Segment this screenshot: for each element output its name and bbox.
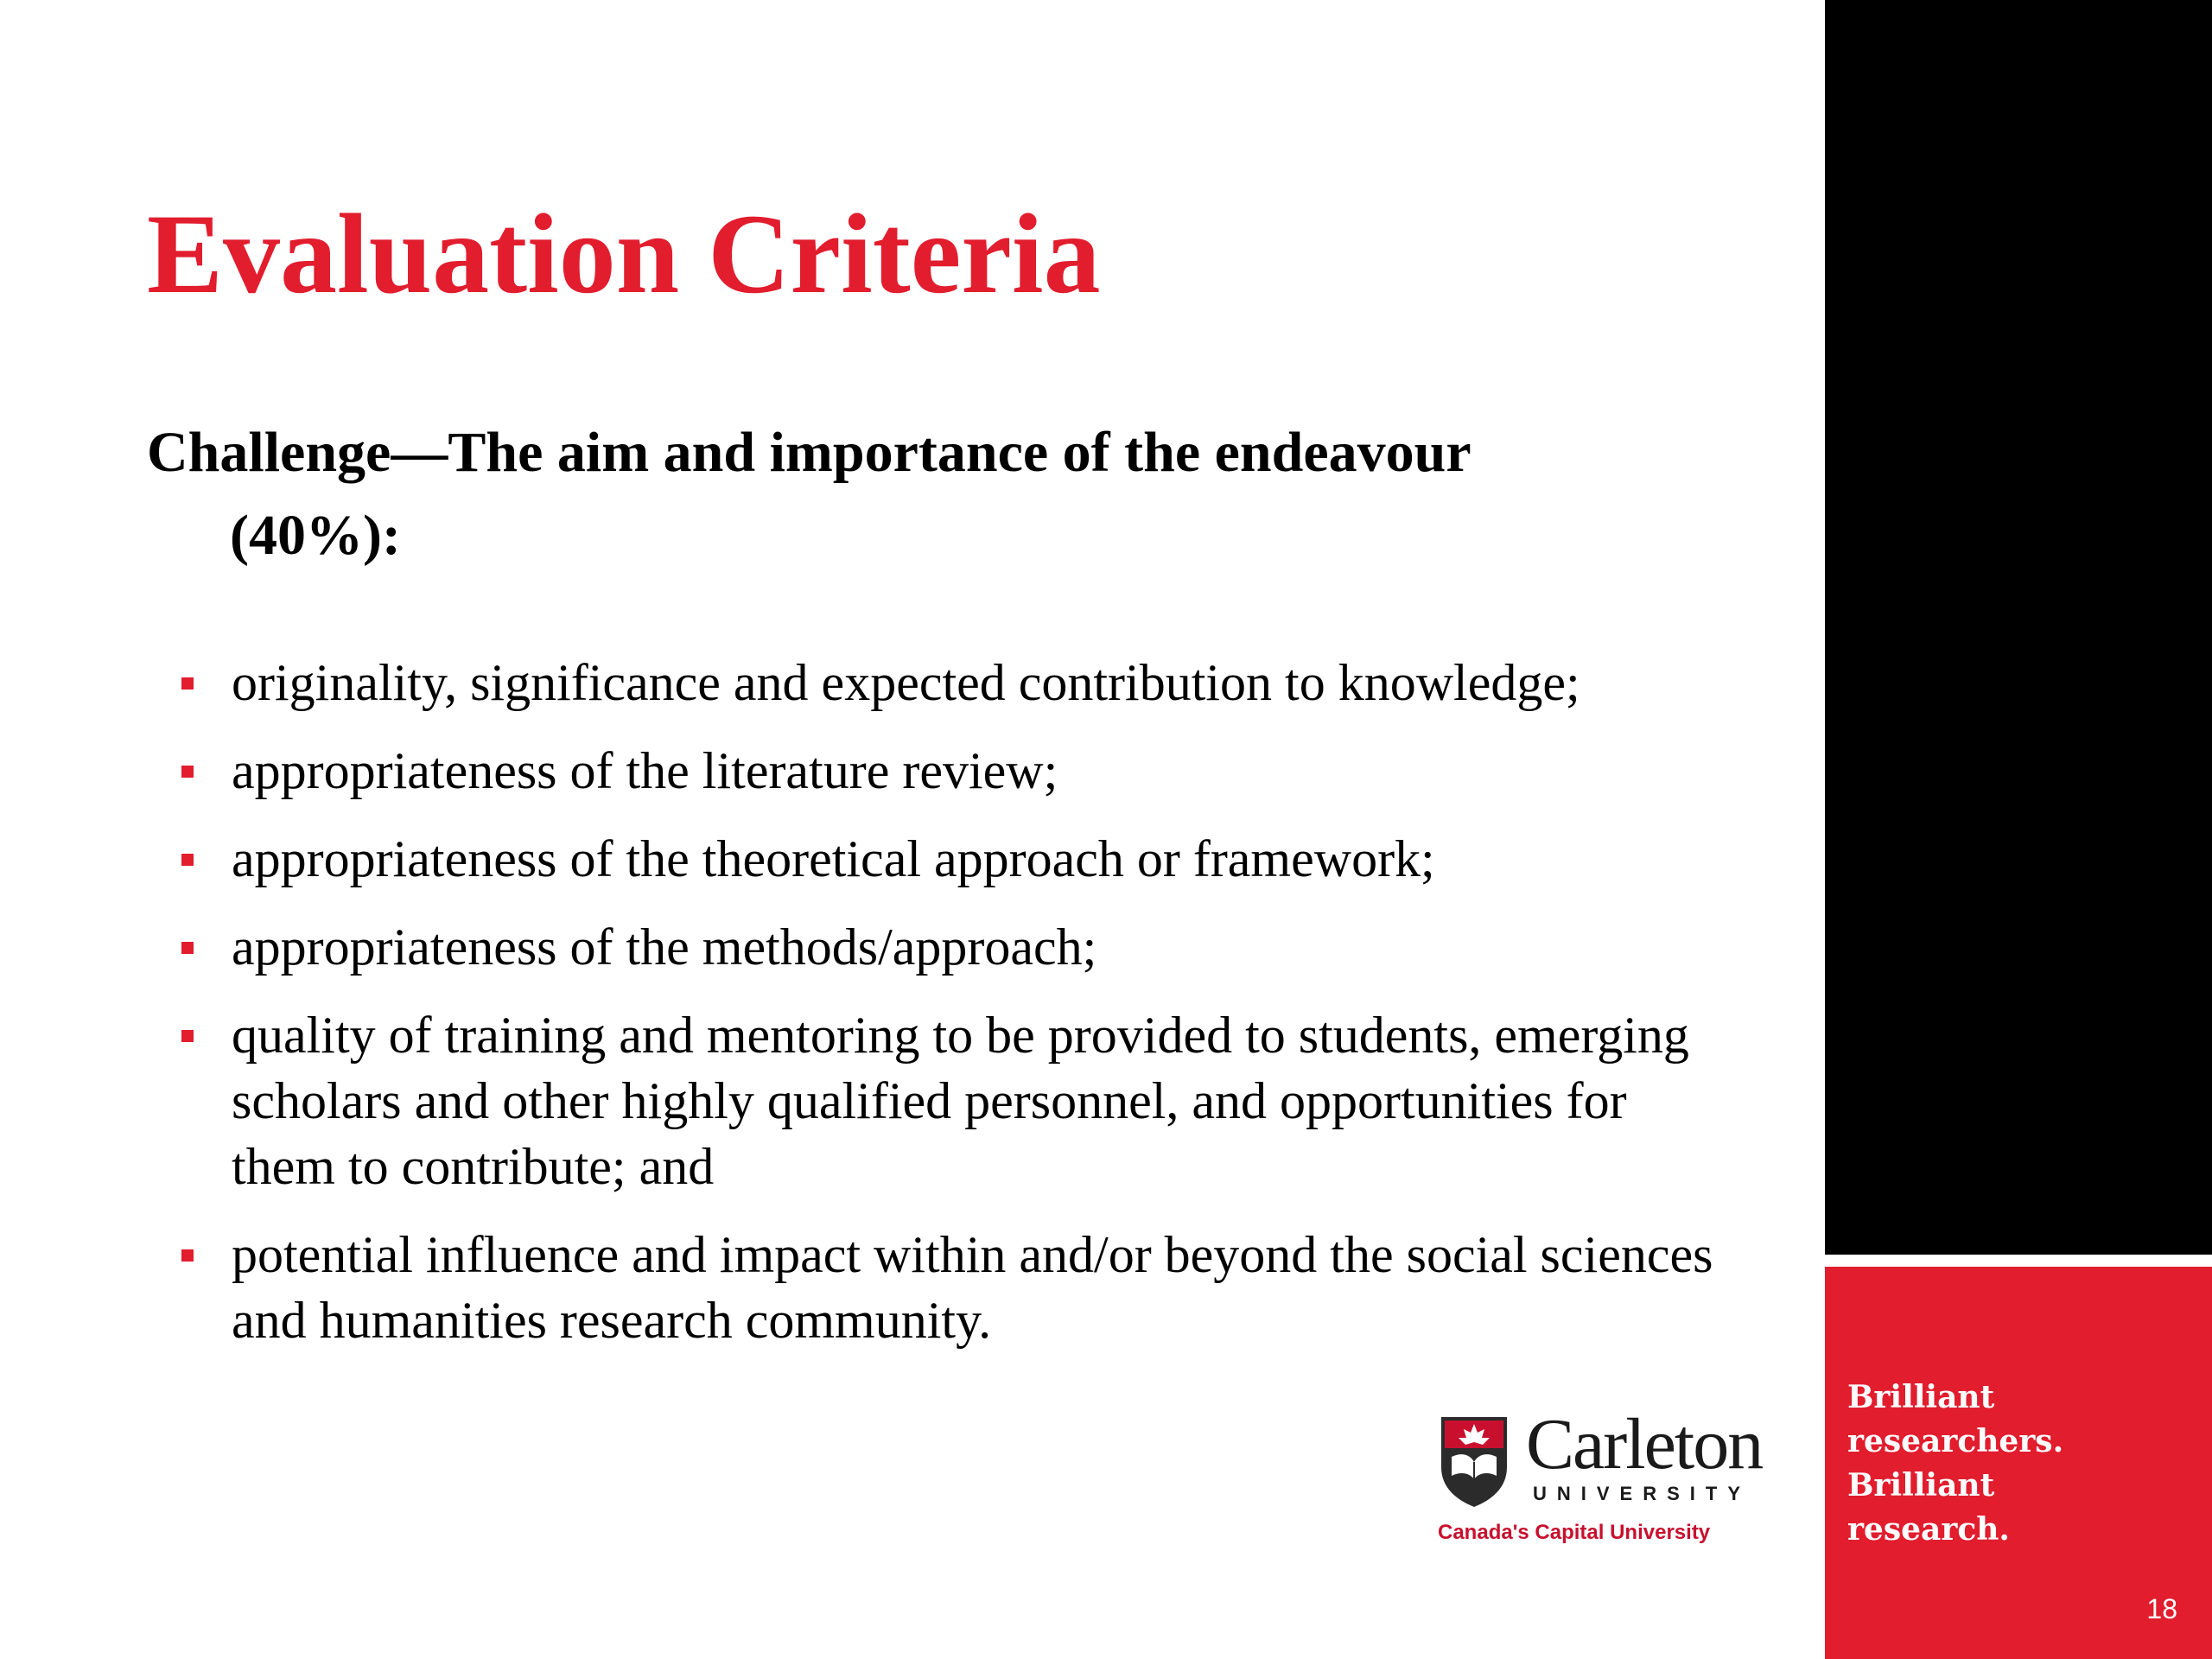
criteria-list-item — [173, 1222, 1728, 1353]
slide-title: Evaluation Criteria — [147, 190, 1101, 317]
slogan-line: Brilliant — [1847, 1467, 1995, 1503]
logo-university-label: UNIVERSITY — [1533, 1483, 1751, 1504]
criteria-list-item-text: potential influence and impact within and/or beyond the social sciences and humanities research community. — [232, 1226, 1713, 1349]
red-square-bullet-icon — [181, 677, 194, 690]
carleton-university-logo — [1434, 1404, 1797, 1547]
criteria-list — [173, 650, 1728, 1376]
sidebar-slogan — [1847, 1376, 2193, 1552]
criterion-heading-line1: Challenge—The aim and importance of the endeavour — [147, 421, 1471, 484]
criterion-heading — [147, 411, 1702, 576]
slogan-line: researchers. — [1847, 1423, 2064, 1459]
criteria-list-item — [173, 826, 1728, 892]
criteria-list-item-text: appropriateness of the theoretical approach or framework; — [232, 830, 1435, 887]
red-square-bullet-icon — [181, 1249, 194, 1262]
criteria-list-item — [173, 914, 1728, 980]
criteria-list-item-text: appropriateness of the literature review; — [232, 742, 1058, 799]
logo-tagline: Canada's Capital University — [1438, 1521, 1711, 1544]
criteria-list-item — [173, 738, 1728, 804]
criteria-list-item — [173, 1002, 1728, 1199]
criterion-heading-line2: (40%): — [230, 503, 401, 567]
slogan-line: Brilliant — [1847, 1379, 1995, 1415]
logo-name: Carleton — [1526, 1404, 1763, 1484]
criteria-list-item — [173, 650, 1728, 715]
page-number: 18 — [2146, 1593, 2177, 1624]
red-square-bullet-icon — [181, 854, 194, 866]
red-square-bullet-icon — [181, 766, 194, 778]
carleton-crest-icon — [1438, 1414, 1510, 1509]
sidebar-divider — [1825, 1255, 2212, 1267]
red-square-bullet-icon — [181, 942, 194, 954]
red-square-bullet-icon — [181, 1030, 194, 1042]
criteria-list-item-text: appropriateness of the methods/approach; — [232, 918, 1097, 976]
criteria-list-item-text: quality of training and mentoring to be provided to students, emerging scholars and other highly qualified personnel, and opportunities for them to contribute; and — [232, 1007, 1689, 1195]
slogan-line: research. — [1847, 1511, 2010, 1548]
criteria-list-item-text: originality, significance and expected contribution to knowledge; — [232, 654, 1580, 711]
sidebar-black-panel — [1825, 0, 2212, 1255]
